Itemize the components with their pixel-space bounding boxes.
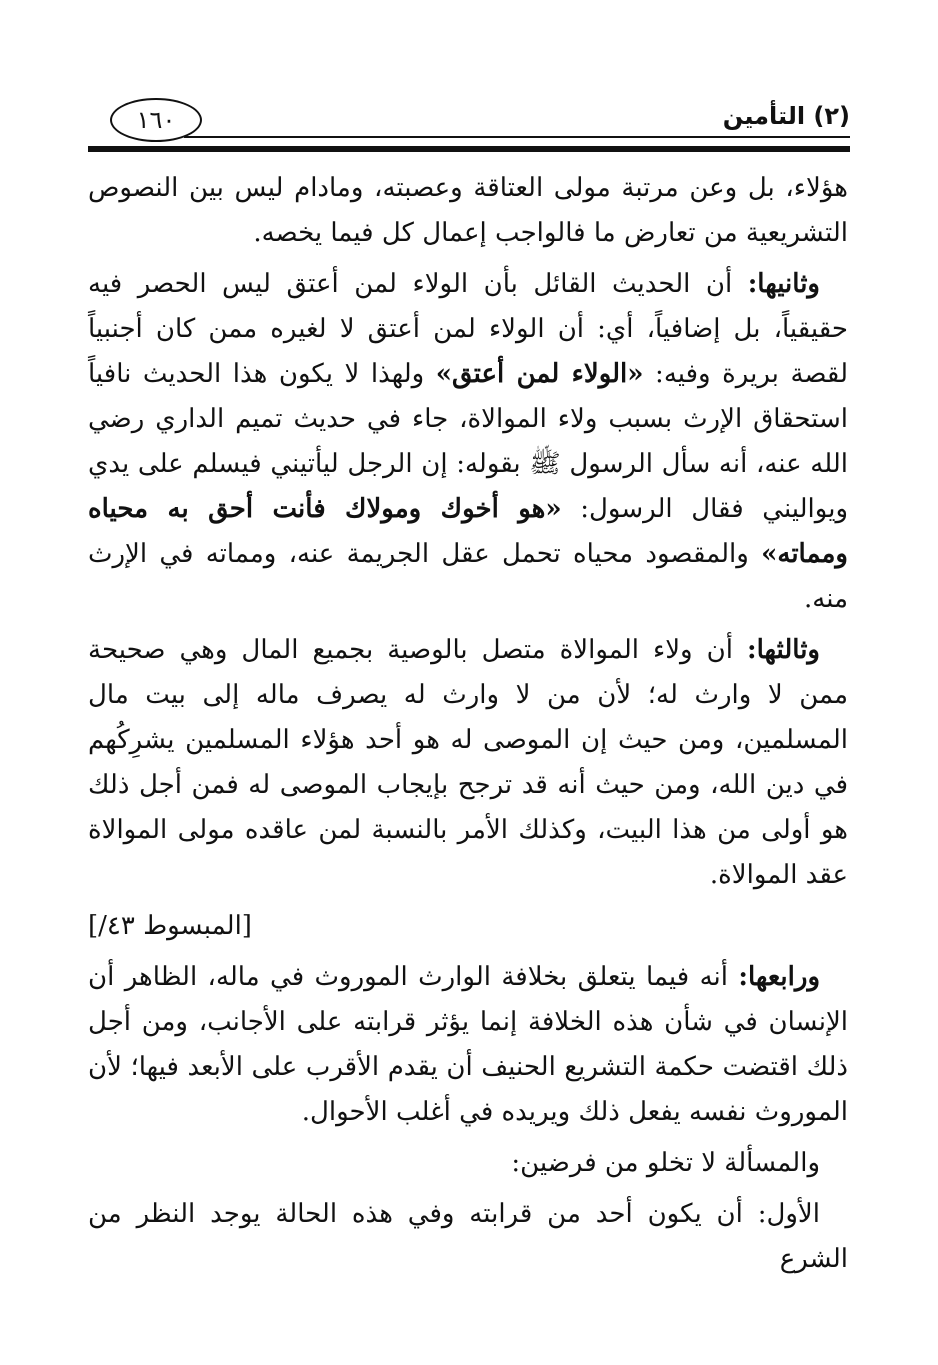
paragraph-1 <box>88 166 848 256</box>
paragraph-5 <box>88 1141 848 1186</box>
running-head: (٢) التأمين <box>722 102 850 130</box>
paragraph-2-text-a: أن الحديث القائل بأن الولاء لمن أعتق ليس الحصر فيه حقيقياً، بل إضافياً، أي: أن الولاء لمن أعتق لا لغيره ممن كان أجنبياً لقصة بريرة وفيه: <box>88 269 848 389</box>
header-rule-thin <box>184 136 850 138</box>
body-text <box>88 166 848 1288</box>
source-reference-text: [المبسوط ٤٣/] <box>88 911 252 941</box>
paragraph-2-text-b: ولهذا لا يكون هذا الحديث نافياً استحقاق الإرث بسبب ولاء الموالاة، جاء في حديث تميم الداري رضي الله عنه، أنه سأل الرسول ﷺ بقوله: إن الرجل ليأتيني فيسلم على يدي ويواليني فقال الرسول: <box>88 359 849 524</box>
paragraph-4 <box>88 955 848 1135</box>
paragraph-3-text: أن ولاء الموالاة متصل بالوصية بجميع المال وهي صحيحة ممن لا وارث له؛ لأن من لا وارث له يصرف ماله إلى بيت مال المسلمين، ومن حيث إن الموصى له هو أحد هؤلاء المسلمين يشرِكُهم في دين الله، ومن حيث أنه قد ترجح بإيجاب الموصى له فمن أجل ذلك هو أولى من هذا البيت، وكذلك الأمر بالنسبة لمن عاقده مولى الموالاة عقد الموالاة. <box>88 635 848 890</box>
page-number-text: ١٦٠ <box>136 106 176 134</box>
hadith-quote-2: «هو أخوك ومولاك فأنت أحق به محياه ومماته» <box>88 494 848 569</box>
source-reference <box>88 904 848 949</box>
paragraph-3 <box>88 628 848 898</box>
paragraph-4-text: أنه فيما يتعلق بخلافة الوارث الموروث في ماله، الظاهر أن الإنسان في شأن هذه الخلافة إنما يؤثر قرابته على الأجانب، ومن أجل ذلك اقتضت حكمة التشريع الحنيف أن يقدم الأقرب على الأبعد فيها؛ لأن الموروث نفسه يفعل ذلك ويريده في أغلب الأحوال. <box>88 962 848 1127</box>
paragraph-6-text: الأول: أن يكون أحد من قرابته وفي هذه الحالة يوجد النظر من الشرع <box>88 1199 848 1274</box>
page-number <box>110 98 202 142</box>
paragraph-1-text: هؤلاء، بل وعن مرتبة مولى العتاقة وعصبته، ومادام ليس بين النصوص التشريعية من تعارض ما فالواجب إعمال كل فيما يخصه. <box>88 173 848 248</box>
paragraph-3-lead: وثالثها: <box>747 635 820 665</box>
page-header <box>88 92 850 158</box>
paragraph-2 <box>88 262 848 622</box>
paragraph-5-text: والمسألة لا تخلو من فرضين: <box>511 1148 820 1178</box>
paragraph-2-text-c: والمقصود محياه تحمل عقل الجريمة عنه، ومماته في الإرث منه. <box>88 539 848 614</box>
hadith-quote-1: «الولاء لمن أعتق» <box>435 359 644 389</box>
paragraph-2-lead: وثانيها: <box>747 269 820 299</box>
paragraph-6 <box>88 1192 848 1282</box>
paragraph-4-lead: ورابعها: <box>738 962 820 992</box>
header-rule-thick <box>88 146 850 152</box>
